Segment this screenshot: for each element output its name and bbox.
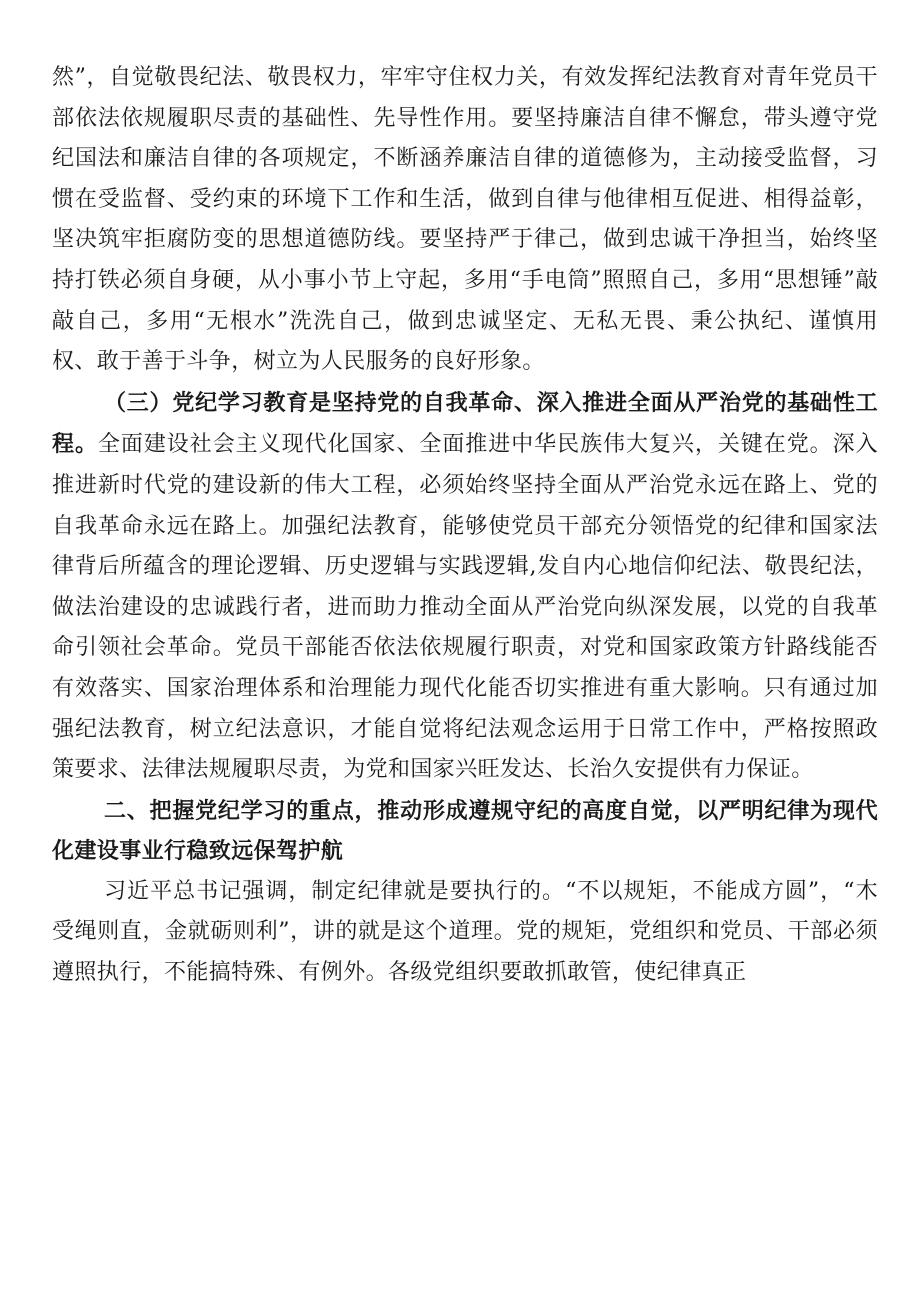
body-paragraph-1: 然”，自觉敬畏纪法、敬畏权力，牢牢守住权力关，有效发挥纪法教育对青年党员干部依法依规履职尽责的基础性、先导性作用。要坚持廉洁自律不懈怠，带头遵守党纪国法和廉洁自律的各项规定，不断涵养廉洁自律的道德修为，主动接受监督，习惯在受监督、受约束的环境下工作和生活，做到自律与他律相互促进、相得益彰，坚决筑牢拒腐防变的思想道德防线。要坚持严于律己，做到忠诚干净担当，始终坚持打铁必须自身硬，从小事小节上守起，多用“手电筒”照照自己，多用“思想锤”敲敲自己，多用“无根水”洗洗自己，做到忠诚坚定、无私无畏、秉公执纪、谨慎用权、敢于善于斗争，树立为人民服务的良好形象。 xyxy=(52,65,878,375)
document-page xyxy=(52,58,878,994)
section-2-heading: 二、把握党纪学习的重点，推动形成遵规守纪的高度自觉，以严明纪律为现代化建设事业行稳致远保驾护航 xyxy=(52,797,878,865)
section-3-paragraph xyxy=(52,383,878,791)
section-3-heading: （三）党纪学习教育是坚持党的自我革命、深入推进全面从严治党的基础性工程。 xyxy=(52,389,878,458)
body-paragraph-last: 习近平总书记强调，制定纪律就是要执行的。“不以规矩，不能成方圆”，“木受绳则直，金就砺则利”，讲的就是这个道理。党的规矩，党组织和党员、干部必须遵照执行，不能搞特殊、有例外。各级党组织要敢抓敢管，使纪律真正 xyxy=(52,878,878,986)
section-3-body: 全面建设社会主义现代化国家、全面推进中华民族伟大复兴，关键在党。深入推进新时代党的建设新的伟大工程，必须始终坚持全面从严治党永远在路上、党的自我革命永远在路上。加强纪法教育，能够使党员干部充分领悟党的纪律和国家法律背后所蕴含的理论逻辑、历史逻辑与实践逻辑,发自内心地信仰纪法、敬畏纪法，做法治建设的忠诚践行者，进而助力推动全面从严治党向纵深发展，以党的自我革命引领社会革命。党员干部能否依法依规履行职责，对党和国家政策方针路线能否有效落实、国家治理体系和治理能力现代化能否切实推进有重大影响。只有通过加强纪法教育，树立纪法意识，才能自觉将纪法观念运用于日常工作中，严格按照政策要求、法律法规履职尽责，为党和国家兴旺发达、长治久安提供有力保证。 xyxy=(52,432,878,783)
